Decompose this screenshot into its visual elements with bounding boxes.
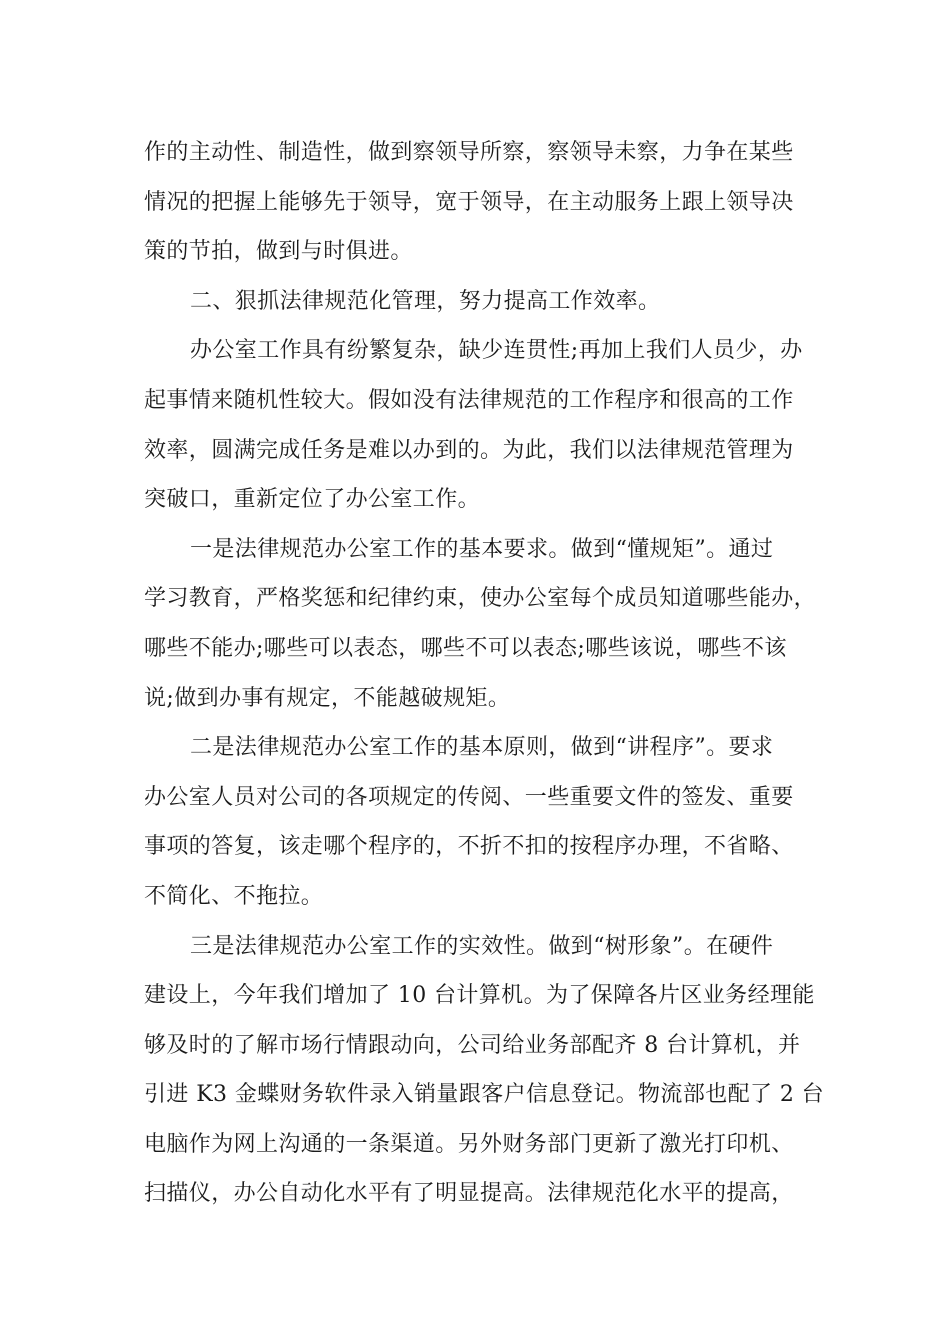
paragraph-line: 策的节拍，做到与时俱进。 (144, 239, 413, 265)
paragraph-line: 三是法律规范办公室工作的实效性。做到“树形象”。在硬件 (190, 933, 774, 959)
paragraph-line: 办公室工作具有纷繁复杂，缺少连贯性;再加上我们人员少，办 (190, 338, 803, 364)
paragraph-line: 不简化、不拖拉。 (144, 883, 324, 909)
paragraph-line: 说;做到办事有规定，不能越破规矩。 (144, 685, 511, 711)
section-heading: 二、狠抓法律规范化管理，努力提高工作效率。 (190, 288, 661, 314)
paragraph-line: 事项的答复，该走哪个程序的，不折不扣的按程序办理，不省略、 (144, 834, 794, 860)
paragraph-line: 起事情来随机性较大。假如没有法律规范的工作程序和很高的工作 (144, 387, 794, 413)
paragraph-line: 效率，圆满完成任务是难以办到的。为此，我们以法律规范管理为 (144, 437, 794, 463)
paragraph-line: 建设上，今年我们增加了 10 台计算机。为了保障各片区业务经理能 (144, 983, 815, 1009)
paragraph-line: 一是法律规范办公室工作的基本要求。做到“懂规矩”。通过 (190, 536, 774, 562)
paragraph-line: 够及时的了解市场行情跟动向，公司给业务部配齐 8 台计算机，并 (144, 1032, 801, 1058)
paragraph-line: 办公室人员对公司的各项规定的传阅、一些重要文件的签发、重要 (144, 784, 794, 810)
paragraph-line: 二是法律规范办公室工作的基本原则，做到“讲程序”。要求 (190, 735, 774, 761)
paragraph-line: 哪些不能办;哪些可以表态，哪些不可以表态;哪些该说，哪些不该 (144, 635, 787, 661)
paragraph-line: 扫描仪，办公自动化水平有了明显提高。法律规范化水平的提高， (144, 1181, 794, 1207)
paragraph-line: 情况的把握上能够先于领导，宽于领导，在主动服务上跟上领导决 (144, 189, 794, 215)
document-body (144, 128, 825, 1219)
paragraph-line: 引进 K3 金蝶财务软件录入销量跟客户信息登记。物流部也配了 2 台 (144, 1082, 825, 1108)
paragraph-line: 作的主动性、制造性，做到察领导所察，察领导未察，力争在某些 (144, 140, 794, 165)
paragraph-line: 突破口，重新定位了办公室工作。 (144, 487, 481, 513)
paragraph-line: 学习教育，严格奖惩和纪律约束，使办公室每个成员知道哪些能办， (144, 586, 817, 612)
paragraph-line: 电脑作为网上沟通的一条渠道。另外财务部门更新了激光打印机、 (144, 1131, 794, 1157)
